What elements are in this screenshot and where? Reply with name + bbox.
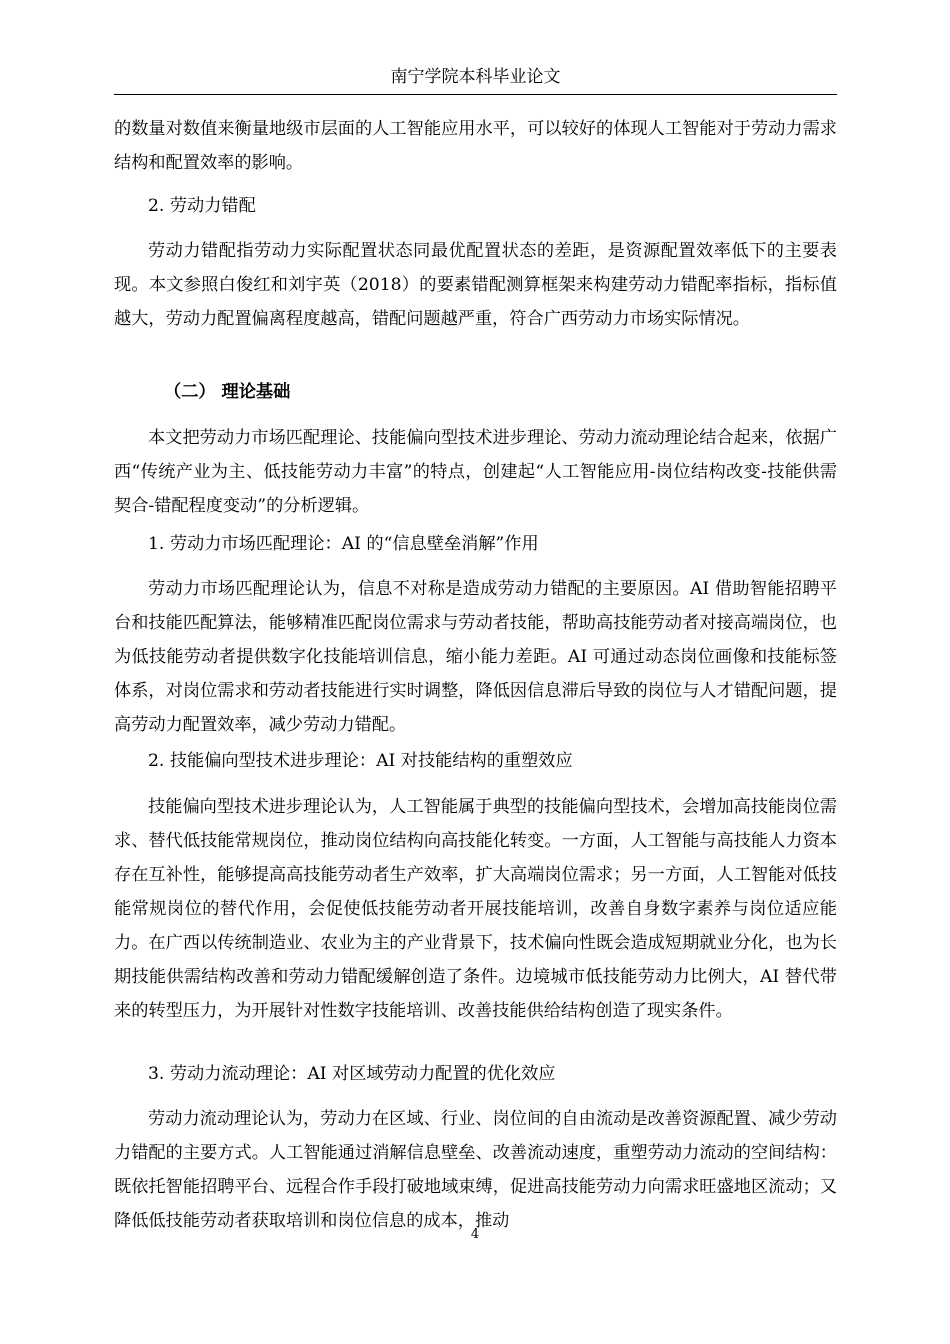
heading-labor-mismatch: 2. 劳动力错配	[148, 196, 256, 216]
paragraph-labor-mobility: 劳动力流动理论认为，劳动力在区域、行业、岗位间的自由流动是改善资源配置、减少劳动力错配的主要方式。人工智能通过消解信息壁垒、改善流动速度，重塑劳动力流动的空间结构：既依托智能招聘平台、远程合作手段打破地域束缚，促进高技能劳动力向需求旺盛地区流动；又降低低技能劳动者获取培训和岗位信息的成本，推动	[114, 1109, 837, 1231]
paragraph-theory-intro: 本文把劳动力市场匹配理论、技能偏向型技术进步理论、劳动力流动理论结合起来，依据广西“传统产业为主、低技能劳动力丰富”的特点，创建起“人工智能应用-岗位结构改变-技能供需契合-错配程度变动”的分析逻辑。	[114, 428, 837, 516]
header-rule	[114, 94, 837, 95]
page-number: 4	[470, 1227, 480, 1242]
heading-market-matching: 1. 劳动力市场匹配理论：AI 的“信息壁垒消解”作用	[148, 534, 539, 554]
running-header: 南宁学院本科毕业论文	[390, 67, 561, 87]
heading-skill-biased: 2. 技能偏向型技术进步理论：AI 对技能结构的重塑效应	[148, 751, 573, 771]
paragraph-labor-mismatch: 劳动力错配指劳动力实际配置状态同最优配置状态的差距，是资源配置效率低下的主要表现。本文参照白俊红和刘宇英（2018）的要素错配测算框架来构建劳动力错配率指标，指标值越大，劳动力配置偏离程度越高，错配问题越严重，符合广西劳动力市场实际情况。	[114, 241, 837, 329]
paragraph-skill-biased: 技能偏向型技术进步理论认为，人工智能属于典型的技能偏向型技术，会增加高技能岗位需求、替代低技能常规岗位，推动岗位结构向高技能化转变。一方面，人工智能与高技能人力资本存在互补性，能够提高高技能劳动者生产效率，扩大高端岗位需求；另一方面，人工智能对低技能常规岗位的替代作用，会促使低技能劳动者开展技能培训，改善自身数字素养与岗位适应能力。在广西以传统制造业、农业为主的产业背景下，技术偏向性既会造成短期就业分化，也为长期技能供需结构改善和劳动力错配缓解创造了条件。边境城市低技能劳动力比例大，AI 替代带来的转型压力，为开展针对性数字技能培训、改善技能供给结构创造了现实条件。	[114, 797, 837, 1021]
paragraph-continuation: 的数量对数值来衡量地级市层面的人工智能应用水平，可以较好的体现人工智能对于劳动力需求结构和配置效率的影响。	[114, 119, 837, 173]
section-heading-theory: （二） 理论基础	[164, 382, 291, 402]
paragraph-market-matching: 劳动力市场匹配理论认为，信息不对称是造成劳动力错配的主要原因。AI 借助智能招聘平台和技能匹配算法，能够精准匹配岗位需求与劳动者技能，帮助高技能劳动者对接高端岗位，也为低技能劳动者提供数字化技能培训信息，缩小能力差距。AI 可通过动态岗位画像和技能标签体系，对岗位需求和劳动者技能进行实时调整，降低因信息滞后导致的岗位与人才错配问题，提高劳动力配置效率，减少劳动力错配。	[114, 579, 837, 735]
heading-labor-mobility: 3. 劳动力流动理论：AI 对区域劳动力配置的优化效应	[148, 1064, 556, 1084]
